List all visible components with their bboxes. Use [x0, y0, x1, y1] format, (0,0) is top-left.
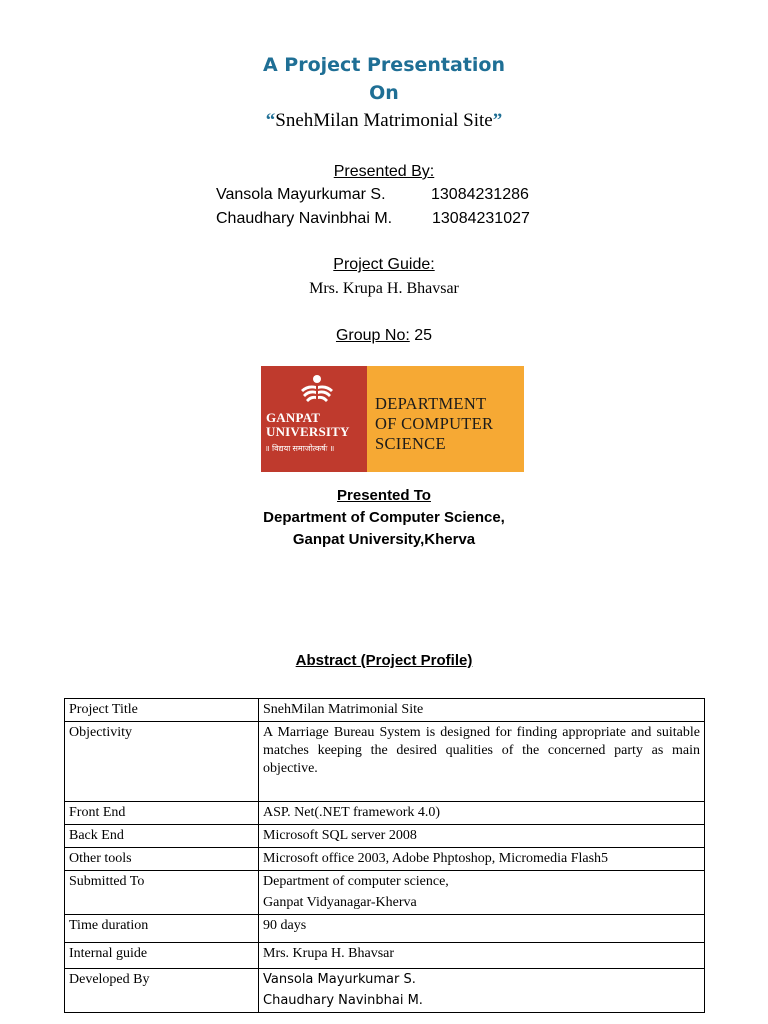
presented-by-text: Presented By: — [333, 163, 435, 180]
logo-red-panel — [261, 366, 367, 472]
table-row — [65, 943, 705, 969]
presented-to-line-1: Department of Computer Science, — [263, 509, 505, 526]
row-value: Mrs. Krupa H. Bhavsar — [259, 943, 705, 969]
row-key: Submitted To — [65, 871, 259, 915]
row-value: ASP. Net(.NET framework 4.0) — [259, 802, 705, 825]
presented-to-text: Presented To — [337, 487, 431, 504]
row-value: SnehMilan Matrimonial Site — [259, 699, 705, 722]
row-key: Project Title — [65, 699, 259, 722]
project-name — [0, 110, 768, 132]
row-value-line-2: Ganpat Vidyanagar-Kherva — [263, 895, 417, 910]
table-row — [65, 825, 705, 848]
group-number — [0, 327, 768, 345]
row-value: A Marriage Bureau System is designed for finding appropriate and suitable matches keeping the desired qualities of the concerned party as main objective. — [259, 722, 705, 802]
presented-to-label — [0, 487, 768, 504]
logo-department-text — [375, 394, 493, 454]
logo-dept-line-3: SCIENCE — [375, 434, 446, 453]
row-value-line-2: Chaudhary Navinbhai M. — [263, 993, 423, 1008]
table-row — [65, 871, 705, 915]
presented-by-label — [0, 163, 768, 181]
row-key: Internal guide — [65, 943, 259, 969]
table-row — [65, 722, 705, 802]
member-2-id: 13084231027 — [432, 210, 530, 227]
presented-to-line-2: Ganpat University,Kherva — [292, 531, 476, 548]
row-value — [259, 871, 705, 915]
row-key: Developed By — [65, 969, 259, 1013]
logo-university-line-1: GANPAT — [266, 410, 321, 425]
row-value-line-1: Vansola Mayurkumar S. — [263, 972, 416, 987]
row-value-line-1: Department of computer science, — [263, 874, 449, 889]
row-value — [259, 969, 705, 1013]
title-line-1: A Project Presentation — [262, 54, 505, 76]
table-row — [65, 699, 705, 722]
project-name-text: SnehMilan Matrimonial Site — [275, 110, 493, 131]
logo-motto: ॥ विद्यया समाजोत्कर्षः ॥ — [265, 444, 335, 453]
abstract-heading-text: Abstract (Project Profile) — [295, 652, 473, 669]
member-1-id: 13084231286 — [431, 186, 529, 203]
project-profile-table — [64, 698, 705, 1013]
row-key: Time duration — [65, 915, 259, 943]
project-guide-text: Project Guide: — [333, 256, 435, 273]
logo-dept-line-1: DEPARTMENT — [375, 394, 487, 413]
table-row — [65, 802, 705, 825]
logo-university-line-2: UNIVERSITY — [266, 424, 350, 439]
row-key: Other tools — [65, 848, 259, 871]
table-row — [65, 969, 705, 1013]
logo-orange-panel — [367, 366, 524, 472]
project-guide-label — [0, 256, 768, 274]
group-label: Group No: — [335, 327, 410, 344]
row-value: Microsoft office 2003, Adobe Phptoshop, Micromedia Flash5 — [259, 848, 705, 871]
member-1-name: Vansola Mayurkumar S. — [216, 186, 386, 203]
row-key: Objectivity — [65, 722, 259, 802]
row-value: Microsoft SQL server 2008 — [259, 825, 705, 848]
row-key: Back End — [65, 825, 259, 848]
book-emblem-icon — [297, 374, 337, 408]
quote-close: ” — [492, 110, 503, 131]
university-logo — [261, 366, 524, 472]
logo-dept-line-2: OF COMPUTER — [375, 414, 494, 433]
row-value: 90 days — [259, 915, 705, 943]
member-2-name: Chaudhary Navinbhai M. — [216, 210, 393, 227]
abstract-heading — [0, 652, 768, 669]
group-value: 25 — [409, 327, 433, 344]
table-row — [65, 848, 705, 871]
table-row — [65, 915, 705, 943]
row-key: Front End — [65, 802, 259, 825]
quote-open: “ — [265, 110, 276, 131]
project-guide-name: Mrs. Krupa H. Bhavsar — [309, 280, 459, 297]
title-line-2: On — [369, 82, 399, 104]
